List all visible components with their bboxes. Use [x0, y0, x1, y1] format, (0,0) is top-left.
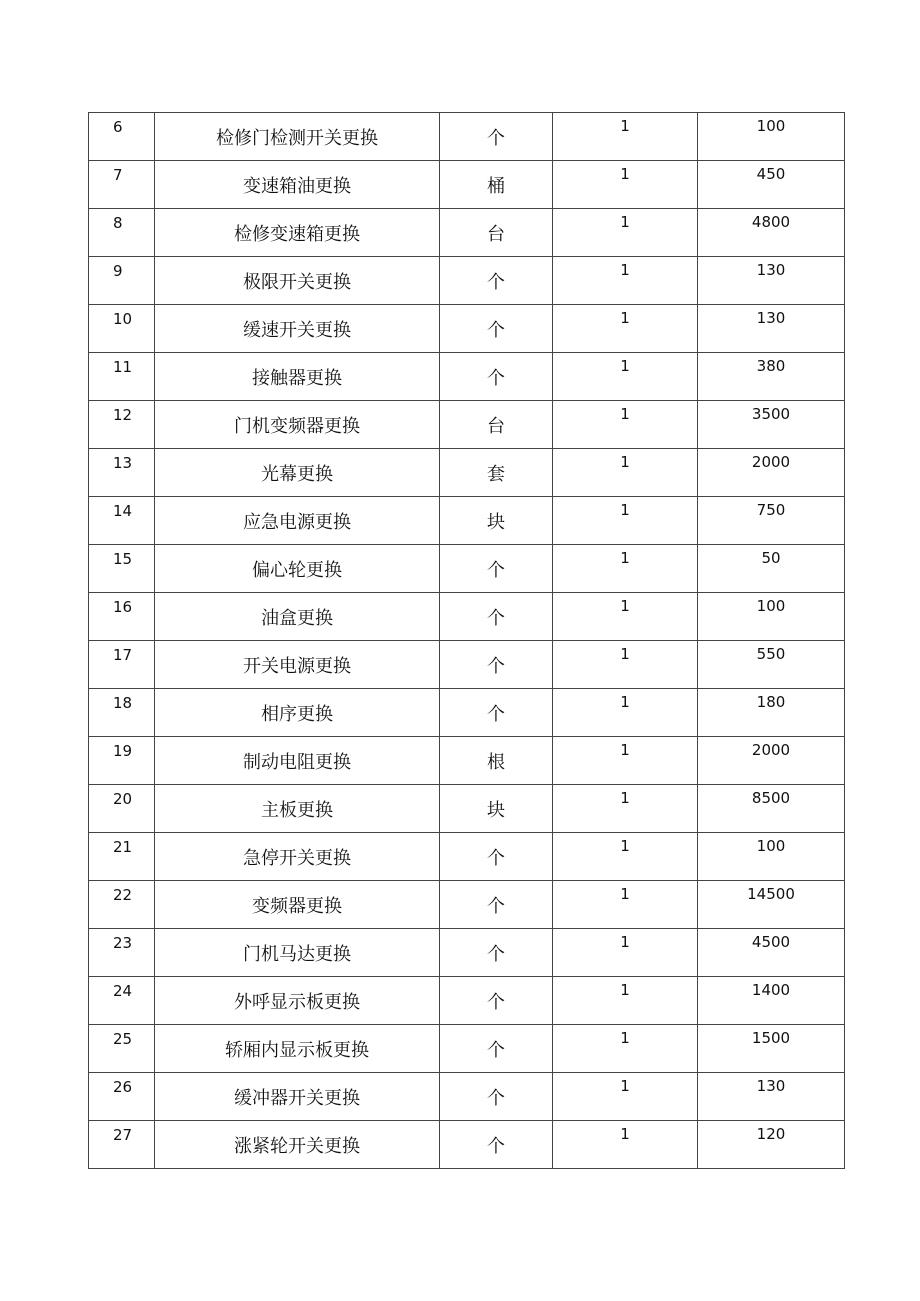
row-number-text: 26 — [113, 1078, 133, 1096]
quantity-cell — [553, 881, 698, 929]
unit-text: 块 — [487, 800, 505, 821]
item-name-text: 外呼显示板更换 — [234, 992, 360, 1013]
quantity-cell — [553, 929, 698, 977]
item-name-cell — [155, 689, 440, 737]
row-number-cell — [89, 497, 155, 545]
table-row — [89, 257, 845, 305]
parts-price-table — [88, 112, 845, 1169]
quantity-cell — [553, 209, 698, 257]
price-text: 120 — [756, 1125, 786, 1143]
table-body — [89, 113, 845, 1169]
row-number-cell — [89, 257, 155, 305]
unit-text: 根 — [487, 752, 505, 773]
price-text: 100 — [756, 117, 786, 135]
quantity-text: 1 — [620, 501, 630, 519]
row-number-text: 9 — [113, 262, 123, 280]
unit-cell — [440, 881, 553, 929]
item-name-text: 光幕更换 — [261, 464, 333, 485]
table-row — [89, 449, 845, 497]
price-cell — [698, 833, 845, 881]
item-name-cell — [155, 1025, 440, 1073]
table-row — [89, 353, 845, 401]
price-text: 130 — [756, 1077, 786, 1095]
unit-text: 个 — [487, 848, 505, 869]
table-row — [89, 497, 845, 545]
price-text: 130 — [756, 309, 786, 327]
quantity-cell — [553, 593, 698, 641]
quantity-text: 1 — [620, 645, 630, 663]
table-row — [89, 737, 845, 785]
item-name-text: 接触器更换 — [252, 368, 342, 389]
row-number-text: 27 — [113, 1126, 133, 1144]
price-cell — [698, 977, 845, 1025]
table-row — [89, 641, 845, 689]
price-text: 8500 — [751, 789, 791, 807]
unit-cell — [440, 593, 553, 641]
item-name-cell — [155, 737, 440, 785]
price-text: 4800 — [751, 213, 791, 231]
price-cell — [698, 737, 845, 785]
price-text: 14500 — [747, 885, 795, 903]
item-name-cell — [155, 833, 440, 881]
item-name-text: 检修变速箱更换 — [234, 224, 360, 245]
quantity-cell — [553, 497, 698, 545]
table-row — [89, 881, 845, 929]
item-name-cell — [155, 161, 440, 209]
quantity-cell — [553, 545, 698, 593]
row-number-text: 22 — [113, 886, 133, 904]
item-name-cell — [155, 593, 440, 641]
price-cell — [698, 209, 845, 257]
row-number-cell — [89, 305, 155, 353]
unit-cell — [440, 689, 553, 737]
row-number-cell — [89, 929, 155, 977]
unit-text: 个 — [487, 1136, 505, 1157]
row-number-text: 24 — [113, 982, 133, 1000]
row-number-text: 12 — [113, 406, 133, 424]
quantity-cell — [553, 113, 698, 161]
price-text: 1400 — [751, 981, 791, 999]
table-row — [89, 305, 845, 353]
price-cell — [698, 1025, 845, 1073]
price-text: 1500 — [751, 1029, 791, 1047]
unit-text: 个 — [487, 368, 505, 389]
table-row — [89, 929, 845, 977]
unit-text: 个 — [487, 992, 505, 1013]
item-name-cell — [155, 1073, 440, 1121]
quantity-text: 1 — [620, 885, 630, 903]
unit-cell — [440, 1121, 553, 1169]
price-cell — [698, 1073, 845, 1121]
quantity-cell — [553, 833, 698, 881]
row-number-cell — [89, 161, 155, 209]
price-text: 50 — [761, 549, 781, 567]
row-number-cell — [89, 1121, 155, 1169]
unit-cell — [440, 1073, 553, 1121]
unit-text: 个 — [487, 560, 505, 581]
quantity-cell — [553, 257, 698, 305]
quantity-cell — [553, 1025, 698, 1073]
unit-cell — [440, 497, 553, 545]
unit-cell — [440, 977, 553, 1025]
item-name-cell — [155, 305, 440, 353]
row-number-cell — [89, 401, 155, 449]
quantity-cell — [553, 1121, 698, 1169]
item-name-cell — [155, 497, 440, 545]
item-name-text: 油盒更换 — [261, 608, 333, 629]
table-row — [89, 1073, 845, 1121]
row-number-text: 23 — [113, 934, 133, 952]
row-number-text: 11 — [113, 358, 133, 376]
unit-cell — [440, 1025, 553, 1073]
quantity-text: 1 — [620, 405, 630, 423]
price-cell — [698, 929, 845, 977]
unit-text: 个 — [487, 704, 505, 725]
unit-text: 台 — [487, 224, 505, 245]
item-name-cell — [155, 977, 440, 1025]
item-name-cell — [155, 785, 440, 833]
unit-cell — [440, 257, 553, 305]
row-number-text: 10 — [113, 310, 133, 328]
price-cell — [698, 1121, 845, 1169]
row-number-text: 18 — [113, 694, 133, 712]
item-name-text: 相序更换 — [261, 704, 333, 725]
quantity-text: 1 — [620, 837, 630, 855]
price-text: 130 — [756, 261, 786, 279]
quantity-cell — [553, 305, 698, 353]
price-text: 550 — [756, 645, 786, 663]
item-name-cell — [155, 257, 440, 305]
item-name-cell — [155, 1121, 440, 1169]
item-name-text: 极限开关更换 — [243, 272, 351, 293]
quantity-text: 1 — [620, 165, 630, 183]
row-number-cell — [89, 353, 155, 401]
item-name-cell — [155, 545, 440, 593]
price-cell — [698, 113, 845, 161]
unit-cell — [440, 449, 553, 497]
table-row — [89, 593, 845, 641]
table-row — [89, 209, 845, 257]
price-text: 3500 — [751, 405, 791, 423]
item-name-cell — [155, 113, 440, 161]
table-row — [89, 545, 845, 593]
quantity-cell — [553, 449, 698, 497]
unit-text: 块 — [487, 512, 505, 533]
unit-text: 个 — [487, 1040, 505, 1061]
item-name-text: 缓冲器开关更换 — [234, 1088, 360, 1109]
row-number-text: 25 — [113, 1030, 133, 1048]
quantity-text: 1 — [620, 357, 630, 375]
item-name-text: 急停开关更换 — [243, 848, 351, 869]
unit-cell — [440, 401, 553, 449]
row-number-text: 19 — [113, 742, 133, 760]
quantity-cell — [553, 161, 698, 209]
price-text: 100 — [756, 597, 786, 615]
item-name-text: 变速箱油更换 — [243, 176, 351, 197]
row-number-cell — [89, 881, 155, 929]
table-row — [89, 113, 845, 161]
item-name-cell — [155, 449, 440, 497]
item-name-cell — [155, 401, 440, 449]
item-name-text: 制动电阻更换 — [243, 752, 351, 773]
quantity-text: 1 — [620, 933, 630, 951]
table-row — [89, 401, 845, 449]
unit-cell — [440, 209, 553, 257]
quantity-cell — [553, 977, 698, 1025]
row-number-cell — [89, 737, 155, 785]
quantity-text: 1 — [620, 741, 630, 759]
row-number-cell — [89, 545, 155, 593]
item-name-cell — [155, 209, 440, 257]
unit-cell — [440, 833, 553, 881]
price-cell — [698, 401, 845, 449]
unit-text: 个 — [487, 320, 505, 341]
unit-cell — [440, 161, 553, 209]
item-name-text: 应急电源更换 — [243, 512, 351, 533]
quantity-cell — [553, 785, 698, 833]
price-text: 180 — [756, 693, 786, 711]
price-cell — [698, 545, 845, 593]
row-number-text: 15 — [113, 550, 133, 568]
row-number-cell — [89, 977, 155, 1025]
row-number-text: 7 — [113, 166, 123, 184]
price-text: 380 — [756, 357, 786, 375]
row-number-text: 8 — [113, 214, 123, 232]
item-name-text: 主板更换 — [261, 800, 333, 821]
row-number-text: 17 — [113, 646, 133, 664]
unit-text: 个 — [487, 128, 505, 149]
unit-text: 个 — [487, 656, 505, 677]
item-name-text: 门机马达更换 — [243, 944, 351, 965]
item-name-cell — [155, 881, 440, 929]
quantity-cell — [553, 737, 698, 785]
row-number-cell — [89, 641, 155, 689]
table-row — [89, 1121, 845, 1169]
quantity-text: 1 — [620, 1029, 630, 1047]
unit-cell — [440, 641, 553, 689]
quantity-text: 1 — [620, 1077, 630, 1095]
quantity-text: 1 — [620, 213, 630, 231]
row-number-cell — [89, 1025, 155, 1073]
table-row — [89, 785, 845, 833]
quantity-text: 1 — [620, 549, 630, 567]
table-row — [89, 1025, 845, 1073]
row-number-text: 13 — [113, 454, 133, 472]
price-cell — [698, 353, 845, 401]
unit-cell — [440, 785, 553, 833]
price-cell — [698, 689, 845, 737]
quantity-text: 1 — [620, 789, 630, 807]
row-number-cell — [89, 689, 155, 737]
price-cell — [698, 305, 845, 353]
unit-cell — [440, 305, 553, 353]
row-number-text: 21 — [113, 838, 133, 856]
price-cell — [698, 497, 845, 545]
quantity-text: 1 — [620, 1125, 630, 1143]
item-name-cell — [155, 929, 440, 977]
row-number-cell — [89, 833, 155, 881]
table-row — [89, 977, 845, 1025]
row-number-text: 20 — [113, 790, 133, 808]
quantity-cell — [553, 401, 698, 449]
price-text: 750 — [756, 501, 786, 519]
unit-cell — [440, 353, 553, 401]
row-number-cell — [89, 449, 155, 497]
row-number-text: 6 — [113, 118, 123, 136]
price-text: 2000 — [751, 741, 791, 759]
price-text: 4500 — [751, 933, 791, 951]
item-name-text: 缓速开关更换 — [243, 320, 351, 341]
row-number-text: 14 — [113, 502, 133, 520]
table-row — [89, 689, 845, 737]
item-name-cell — [155, 641, 440, 689]
unit-text: 套 — [487, 464, 505, 485]
unit-cell — [440, 929, 553, 977]
price-cell — [698, 161, 845, 209]
unit-text: 个 — [487, 896, 505, 917]
item-name-cell — [155, 353, 440, 401]
price-cell — [698, 881, 845, 929]
quantity-text: 1 — [620, 597, 630, 615]
table-row — [89, 833, 845, 881]
price-text: 100 — [756, 837, 786, 855]
price-cell — [698, 593, 845, 641]
quantity-text: 1 — [620, 261, 630, 279]
price-cell — [698, 257, 845, 305]
unit-text: 个 — [487, 272, 505, 293]
price-cell — [698, 641, 845, 689]
quantity-text: 1 — [620, 117, 630, 135]
price-text: 2000 — [751, 453, 791, 471]
table-row — [89, 161, 845, 209]
item-name-text: 开关电源更换 — [243, 656, 351, 677]
quantity-text: 1 — [620, 453, 630, 471]
item-name-text: 门机变频器更换 — [234, 416, 360, 437]
row-number-cell — [89, 785, 155, 833]
row-number-cell — [89, 209, 155, 257]
unit-cell — [440, 737, 553, 785]
unit-cell — [440, 545, 553, 593]
quantity-text: 1 — [620, 693, 630, 711]
quantity-text: 1 — [620, 981, 630, 999]
item-name-text: 涨紧轮开关更换 — [234, 1136, 360, 1157]
item-name-text: 轿厢内显示板更换 — [225, 1040, 369, 1061]
quantity-cell — [553, 1073, 698, 1121]
quantity-text: 1 — [620, 309, 630, 327]
unit-text: 桶 — [487, 176, 505, 197]
quantity-cell — [553, 689, 698, 737]
row-number-cell — [89, 1073, 155, 1121]
unit-cell — [440, 113, 553, 161]
row-number-text: 16 — [113, 598, 133, 616]
quantity-cell — [553, 353, 698, 401]
item-name-text: 变频器更换 — [252, 896, 342, 917]
item-name-text: 检修门检测开关更换 — [216, 128, 378, 149]
quantity-cell — [553, 641, 698, 689]
price-cell — [698, 785, 845, 833]
unit-text: 个 — [487, 944, 505, 965]
row-number-cell — [89, 113, 155, 161]
item-name-text: 偏心轮更换 — [252, 560, 342, 581]
unit-text: 个 — [487, 608, 505, 629]
price-cell — [698, 449, 845, 497]
price-text: 450 — [756, 165, 786, 183]
unit-text: 个 — [487, 1088, 505, 1109]
row-number-cell — [89, 593, 155, 641]
unit-text: 台 — [487, 416, 505, 437]
